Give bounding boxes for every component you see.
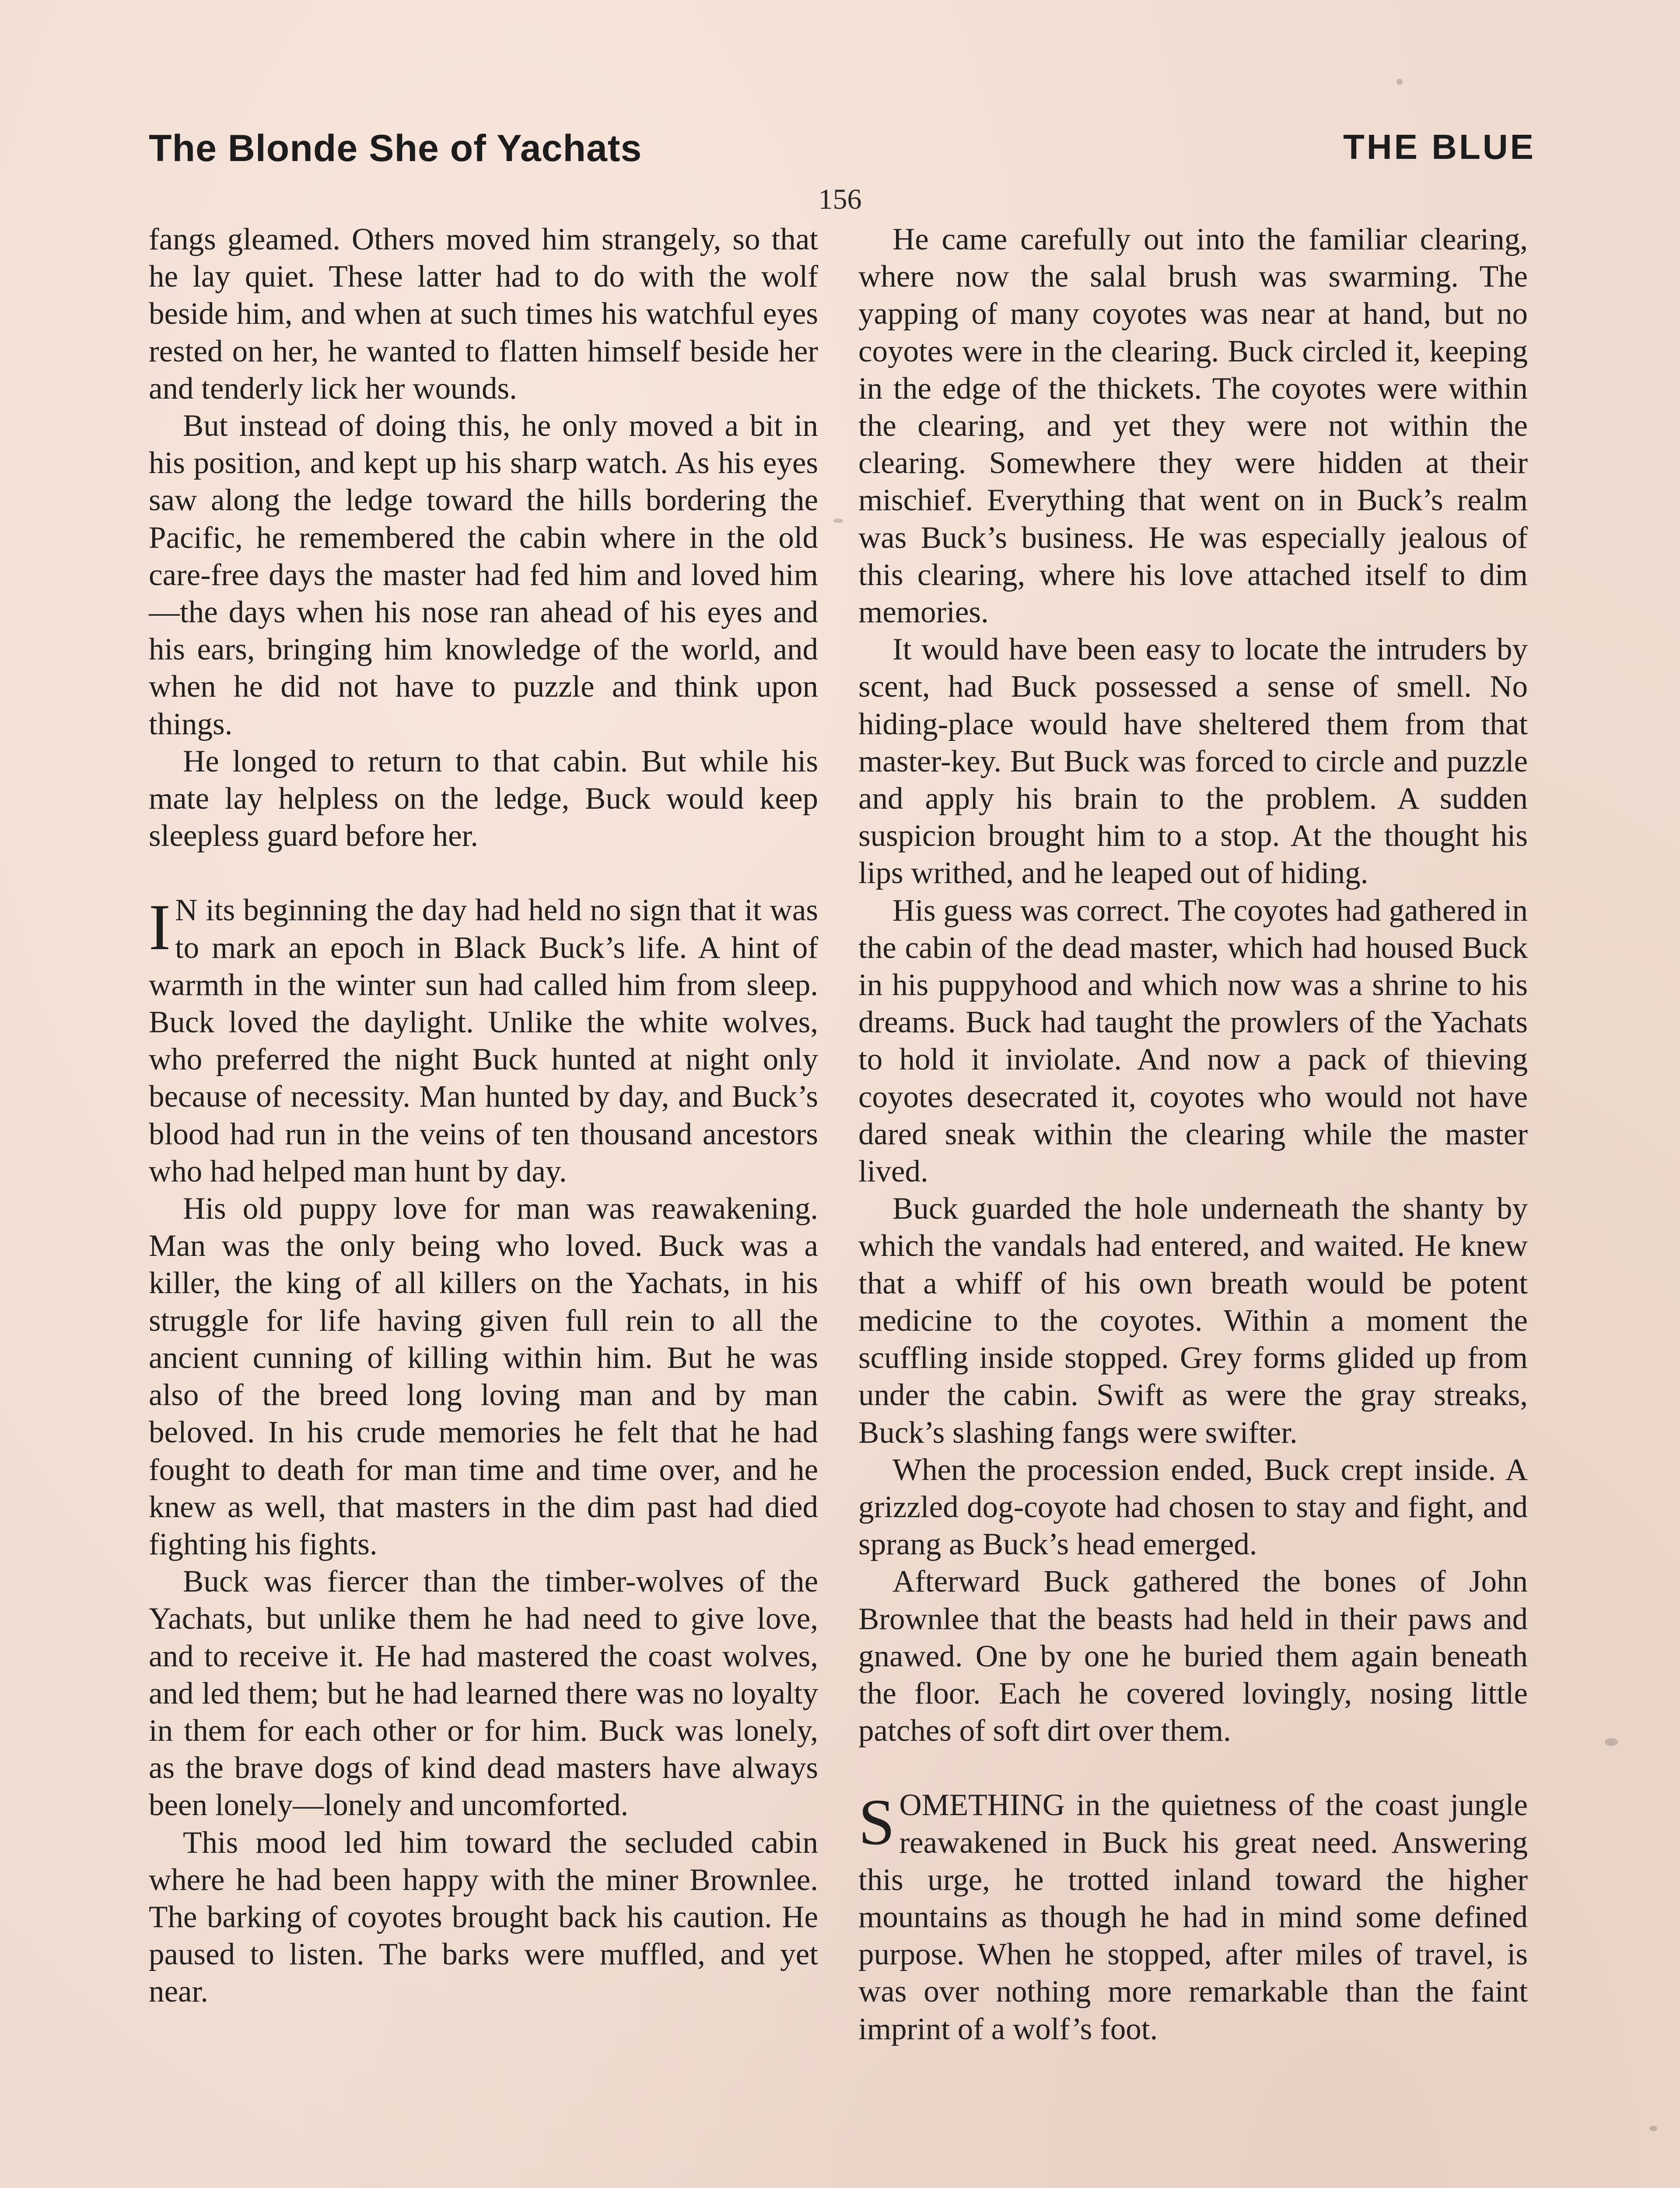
- paragraph-text: OMETHING in the quietness of the coast jungle reawakened in Buck his great need. Answering this urge, he trotted inland toward the higher mountains as though he had in mind some defined purpose. When he stopped, after miles of travel, is was over nothing more remarkable than the faint imprint of a wolf’s foot.: [858, 1788, 1528, 2046]
- paragraph: Buck guarded the hole underneath the shanty by which the vandals had entered, and waited. He knew that a whiff of his own breath would be potent medicine to the coyotes. Within a moment the scuffling inside stopped. Grey forms glided up from under the cabin. Swift as were the gray streaks, Buck’s slashing fangs were swifter.: [858, 1192, 1528, 1450]
- paragraph: It would have been easy to locate the intruders by scent, had Buck possessed a sense of smell. No hiding-place would have sheltered them from that master-key. But Buck was forced to circle and puzzle and apply his brain to the problem. A sudden suspicion brought him to a stop. At the thought his lips writhed, and he leaped out of hiding.: [858, 632, 1528, 891]
- drop-cap: S: [858, 1786, 895, 1859]
- paper-speck: [1649, 2126, 1657, 2131]
- paper-speck: [1396, 79, 1403, 85]
- page-number: 156: [818, 183, 862, 215]
- paragraph: His guess was correct. The coyotes had gathered in the cabin of the dead master, which had housed Buck in his puppyhood and which now was a shrine to his dreams. Buck had taught the prowlers of the Yachats to hold it inviolate. And now a pack of thieving coyotes desecrated it, coyotes who would not have dared sneak within the clearing while the master lived.: [858, 893, 1528, 1189]
- story-title: The Blonde She of Yachats: [149, 127, 642, 169]
- paper-speck: [1605, 1738, 1618, 1746]
- paragraph: fangs gleamed. Others moved him strangely, so that he lay quiet. These latter had to do with the wolf beside him, and when at such times his watchful eyes rested on her, he wanted to flatten himself beside her and tenderly lick her wounds.: [149, 222, 818, 406]
- left-column: [149, 221, 818, 2011]
- paragraph: His old puppy love for man was reawakening. Man was the only being who loved. Buck was a killer, the king of all killers on the Yachats, in his struggle for life having given full rein to all the ancient cunning of killing within him. But he was also of the breed long loving man and by man beloved. In his crude memories he felt that he had fought to death for man time and time over, and he knew as well, that masters in the dim past had died fighting his fights.: [149, 1192, 818, 1561]
- section-opening-paragraph: [149, 892, 818, 1190]
- magazine-name: THE BLUE: [1343, 127, 1536, 166]
- paragraph: Afterward Buck gathered the bones of John Brownlee that the beasts had held in their paws and gnawed. One by one he buried them again beneath the floor. Each he covered lovingly, nosing little patches of soft dirt over them.: [858, 1564, 1528, 1748]
- drop-cap: I: [149, 891, 171, 964]
- paragraph: This mood led him toward the secluded cabin where he had been happy with the miner Brownlee. The barking of coyotes brought back his caution. He paused to listen. The barks were muffled, and yet near.: [149, 1825, 818, 2009]
- paragraph-text: N its beginning the day had held no sign that it was to mark an epoch in Black Buck’s life. A hint of warmth in the winter sun had called him from sleep. Buck loved the daylight. Unlike the white wolves, who preferred the night Buck hunted at night only because of necessity. Man hunted by day, and Buck’s blood had run in the veins of ten thousand ancestors who had helped man hunt by day.: [149, 893, 818, 1189]
- paragraph: When the procession ended, Buck crept inside. A grizzled dog-coyote had chosen to stay and fight, and sprang as Buck’s head emerged.: [858, 1452, 1528, 1562]
- paper-speck: [833, 519, 843, 523]
- paragraph: He longed to return to that cabin. But while his mate lay helpless on the ledge, Buck would keep sleepless guard before her.: [149, 744, 818, 853]
- section-opening-paragraph: [858, 1787, 1528, 2048]
- paragraph: But instead of doing this, he only moved a bit in his position, and kept up his sharp watch. As his eyes saw along the ledge toward the hills bordering the Pacific, he remembered the cabin where in the old care-free days the master had fed him and loved him—the days when his nose ran ahead of his eyes and his ears, bringing him knowledge of the world, and when he did not have to puzzle and think upon things.: [149, 409, 818, 741]
- right-column: [858, 221, 1528, 2048]
- paragraph: Buck was fiercer than the timber-wolves of the Yachats, but unlike them he had need to give love, and to receive it. He had mastered the coast wolves, and led them; but he had learned there was no loyalty in them for each other or for him. Buck was lonely, as the brave dogs of kind dead masters have always been lonely—lonely and uncomforted.: [149, 1564, 818, 1823]
- paragraph: He came carefully out into the familiar clearing, where now the salal brush was swarming. The yapping of many coyotes was near at hand, but no coyotes were in the clearing. Buck circled it, keeping in the edge of the thickets. The coyotes were within the clearing, and yet they were not within the clearing. Somewhere they were hidden at their mischief. Everything that went on in Buck’s realm was Buck’s business. He was especially jealous of this clearing, where his love attached itself to dim memories.: [858, 222, 1528, 630]
